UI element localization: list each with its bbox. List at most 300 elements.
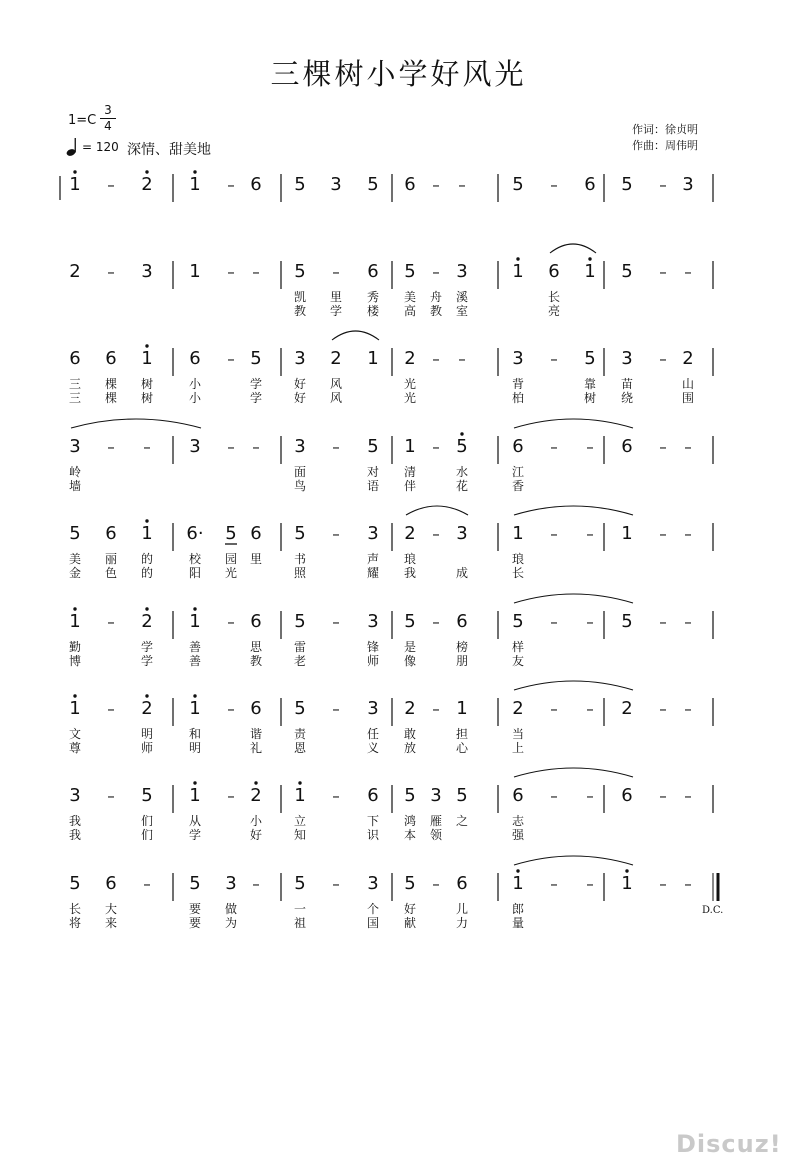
lyric-char: 凯 [293,290,307,304]
lyric-char: 琅 [403,552,417,566]
lyric-char: 之 [455,814,469,828]
lyric-char: 我 [403,566,417,580]
lyric-char: 领 [429,828,443,842]
note-dash: – [143,438,151,456]
lyric-char: 思 [249,640,263,654]
lyric-char: 师 [366,654,380,668]
lyric-char: 量 [511,916,525,930]
lyric-char: 学 [249,377,263,391]
note: 1 [367,348,379,369]
note-dash: – [107,263,115,281]
high-octave-dot [145,607,148,610]
note: 6 [69,348,81,369]
note: 6· [186,523,204,544]
note-dash: – [432,438,440,456]
note: 5 [367,174,379,195]
lyric-char: 学 [329,304,343,318]
note-dash: – [550,438,558,456]
lyric-char: 来 [104,916,118,930]
note: 2 [682,348,694,369]
note-dash: – [659,263,667,281]
lyric-char: 香 [511,479,525,493]
high-octave-dot [298,781,301,784]
note: 6 [250,611,262,632]
lyric-char: 树 [583,391,597,405]
note: 2 [404,698,416,719]
lyric-char: 耀 [366,566,380,580]
tie-slur [71,419,201,428]
note-dash: – [684,613,692,631]
lyric-char: 雷 [293,640,307,654]
lyric-char: 绕 [620,391,634,405]
lyric-char: 成 [455,566,469,580]
lyric-char: 知 [293,828,307,842]
lyric-char: 当 [511,727,525,741]
lyric-char: 柏 [511,391,525,405]
lyric-char: 下 [366,814,380,828]
note: 3 [621,348,633,369]
lyric-char: 学 [188,828,202,842]
lyric-char: 尊 [68,741,82,755]
lyric-char: 义 [366,741,380,755]
note-dash: – [227,350,235,368]
note: 5 [294,174,306,195]
note-dash: – [684,700,692,718]
note: 3 [367,523,379,544]
note: 5 [294,261,306,282]
note-dash: – [550,700,558,718]
note: 2 [141,611,153,632]
lyric-char: 棵 [104,391,118,405]
note: 1 [189,174,201,195]
note: 5 [621,174,633,195]
lyric-char: 风 [329,391,343,405]
note-dash: – [107,613,115,631]
lyric-char: 秀 [366,290,380,304]
note: 1 [189,785,201,806]
note: 1 [404,436,416,457]
note: 5 [512,174,524,195]
note: 6 [548,261,560,282]
note-dash: – [252,438,260,456]
high-octave-dot [73,694,76,697]
lyric-char: 的 [140,552,154,566]
lyric-char: 做 [224,902,238,916]
note: 5 [69,523,81,544]
note-dash: – [332,263,340,281]
lyric-char: 教 [293,304,307,318]
note: 6 [404,174,416,195]
lyric-char: 谐 [249,727,263,741]
lyric-char: 识 [366,828,380,842]
note: 5 [294,698,306,719]
note: 3 [367,611,379,632]
tie-slur [550,244,596,253]
lyric-char: 朋 [455,654,469,668]
note: 3 [512,348,524,369]
lyric-char: 长 [511,566,525,580]
lyric-char: 金 [68,566,82,580]
lyric-char: 光 [403,391,417,405]
lyric-char: 楼 [366,304,380,318]
note: 1 [141,523,153,544]
note-dash: – [659,525,667,543]
note-dash: – [586,787,594,805]
note: 6 [367,261,379,282]
lyric-char: 老 [293,654,307,668]
lyric-char: 山 [681,377,695,391]
note: 6 [105,873,117,894]
note-dash: – [586,875,594,893]
note-dash: – [227,438,235,456]
lyric-char: 光 [403,377,417,391]
note-dash: – [432,525,440,543]
note: 5 [189,873,201,894]
note: 6 [105,348,117,369]
high-octave-dot [516,869,519,872]
lyric-char: 阳 [188,566,202,580]
note-dash: – [586,700,594,718]
lyric-char: 美 [403,290,417,304]
lyric-char: 树 [140,391,154,405]
lyric-char: 担 [455,727,469,741]
lyric-char: 溪 [455,290,469,304]
note: 3 [456,523,468,544]
lyric-char: 高 [403,304,417,318]
lyric-char: 美 [68,552,82,566]
note-dash: – [684,438,692,456]
lyric-char: 室 [455,304,469,318]
lyric-char: 学 [140,654,154,668]
lyric-char: 里 [329,290,343,304]
lyric-char: 好 [249,828,263,842]
note-dash: – [252,875,260,893]
lyric-char: 立 [293,814,307,828]
lyric-char: 小 [188,377,202,391]
note: 6 [189,348,201,369]
lyric-char: 为 [224,916,238,930]
lyric-char: 心 [455,741,469,755]
note: 1 [621,873,633,894]
note-dash: – [332,438,340,456]
lyric-char: 明 [140,727,154,741]
lyric-char: 清 [403,465,417,479]
lyric-char: 围 [681,391,695,405]
lyric-char: 好 [293,377,307,391]
lyric-char: 强 [511,828,525,842]
note: 1 [69,698,81,719]
lyric-char: 恩 [293,741,307,755]
high-octave-dot [145,694,148,697]
tie-slur [514,681,633,690]
note: 3 [189,436,201,457]
note-dash: – [659,350,667,368]
lyric-char: 像 [403,654,417,668]
note: 2 [404,523,416,544]
lyric-char: 鸟 [293,479,307,493]
note-dash: – [659,700,667,718]
note: 6 [584,174,596,195]
watermark: Discuz! [676,1130,782,1158]
lyric-char: 小 [188,391,202,405]
note: 5 [456,436,468,457]
note: 1 [294,785,306,806]
lyric-char: 的 [140,566,154,580]
key-signature: 1=C [68,113,97,128]
tempo-value: = 120 [82,140,119,154]
lyric-char: 放 [403,741,417,755]
lyric-char: 友 [511,654,525,668]
note-dash: – [432,613,440,631]
note-dash: – [659,613,667,631]
note: 6 [512,785,524,806]
note-dash: – [227,263,235,281]
lyric-char: 声 [366,552,380,566]
note: 3 [294,436,306,457]
lyric-char: 里 [249,552,263,566]
high-octave-dot [625,869,628,872]
note: 3 [69,436,81,457]
lyric-char: 力 [455,916,469,930]
lyric-char: 勤 [68,640,82,654]
lyric-char: 书 [293,552,307,566]
lyric-char: 是 [403,640,417,654]
note: 5 [404,611,416,632]
note-dash: – [332,525,340,543]
high-octave-dot [254,781,257,784]
high-octave-dot [73,170,76,173]
note-dash: – [107,787,115,805]
lyric-char: 师 [140,741,154,755]
lyric-char: 教 [249,654,263,668]
lyric-char: 靠 [583,377,597,391]
lyric-char: 们 [140,828,154,842]
note: 3 [69,785,81,806]
note: 3 [430,785,442,806]
lyric-char: 教 [429,304,443,318]
note: 2 [621,698,633,719]
note: 1 [69,611,81,632]
note-dash: – [550,176,558,194]
lyric-char: 长 [547,290,561,304]
tie-slur [514,506,633,515]
note: 6 [621,785,633,806]
lyric-char: 祖 [293,916,307,930]
lyric-char: 鸿 [403,814,417,828]
note: 2 [69,261,81,282]
note: 1 [189,698,201,719]
tie-slur [332,331,379,340]
note-dash: – [432,263,440,281]
lyric-char: 校 [188,552,202,566]
note-dash: – [684,875,692,893]
note: 2 [330,348,342,369]
note: 1 [512,873,524,894]
lyric-char: 语 [366,479,380,493]
lyric-char: 雁 [429,814,443,828]
lyric-char: 上 [511,741,525,755]
note: 1 [69,174,81,195]
note: 3 [682,174,694,195]
lyric-char: 照 [293,566,307,580]
note-dash: – [684,525,692,543]
note-dash: – [550,350,558,368]
note-dash: – [107,438,115,456]
lyric-char: 好 [293,391,307,405]
lyric-char: 明 [188,741,202,755]
lyric-char: 面 [293,465,307,479]
note: 5 [621,261,633,282]
note: 2 [404,348,416,369]
tie-slur [514,768,633,777]
note-dash: – [332,700,340,718]
note: 1 [584,261,596,282]
lyric-char: 郎 [511,902,525,916]
note: 1 [621,523,633,544]
note-dash: – [659,438,667,456]
note: 5 [584,348,596,369]
note-dash: – [659,176,667,194]
note-dash: – [432,176,440,194]
note-dash: – [550,787,558,805]
note: 3 [456,261,468,282]
lyric-char: 国 [366,916,380,930]
note: 5 [404,873,416,894]
note-dash: – [252,263,260,281]
note: 2 [141,174,153,195]
lyric-char: 我 [68,828,82,842]
lyric-char: 三 [68,377,82,391]
note: 2 [512,698,524,719]
lyricist-credit: 作词：徐贞明 [632,123,698,136]
lyric-char: 将 [68,916,82,930]
lyric-char: 博 [68,654,82,668]
lyric-char: 光 [224,566,238,580]
lyric-char: 江 [511,465,525,479]
high-octave-dot [516,257,519,260]
time-signature-top: 3 [104,103,112,117]
lyric-char: 文 [68,727,82,741]
lyric-char: 小 [249,814,263,828]
lyric-char: 色 [104,566,118,580]
lyric-char: 善 [188,640,202,654]
high-octave-dot [193,170,196,173]
note: 5 [294,611,306,632]
note: 3 [367,698,379,719]
time-signature-bottom: 4 [104,119,112,133]
note: 5 [621,611,633,632]
lyric-char: 们 [140,814,154,828]
lyric-char: 水 [455,465,469,479]
note: 3 [330,174,342,195]
note-dash: – [659,875,667,893]
lyric-char: 舟 [429,290,443,304]
composer-credit: 作曲：周伟明 [632,139,698,152]
note-dash: – [659,787,667,805]
note-dash: – [684,787,692,805]
lyric-char: 长 [68,902,82,916]
note: 3 [225,873,237,894]
note: 5 [294,873,306,894]
high-octave-dot [145,170,148,173]
lyric-char: 儿 [455,902,469,916]
lyric-char: 榜 [455,640,469,654]
tie-slur [514,856,633,865]
note: 1 [456,698,468,719]
high-octave-dot [145,519,148,522]
note-dash: – [458,350,466,368]
note-dash: – [432,700,440,718]
note-dash: – [432,350,440,368]
lyric-char: 责 [293,727,307,741]
high-octave-dot [73,607,76,610]
lyric-char: 要 [188,916,202,930]
high-octave-dot [588,257,591,260]
lyric-char: 树 [140,377,154,391]
high-octave-dot [193,781,196,784]
note: 6 [367,785,379,806]
note-dash: – [227,787,235,805]
note: 3 [294,348,306,369]
lyric-char: 任 [366,727,380,741]
note-dash: – [107,176,115,194]
lyric-char: 亮 [547,304,561,318]
note: 5 [512,611,524,632]
lyric-char: 志 [511,814,525,828]
lyric-char: 伴 [403,479,417,493]
high-octave-dot [460,432,463,435]
note: 5 [69,873,81,894]
note: 6 [105,523,117,544]
lyric-char: 三 [68,391,82,405]
lyric-char: 对 [366,465,380,479]
lyric-char: 敢 [403,727,417,741]
note: 1 [189,261,201,282]
note-dash: – [107,700,115,718]
note: 6 [621,436,633,457]
note: 5 [456,785,468,806]
note: 6 [250,174,262,195]
lyric-char: 园 [224,552,238,566]
note-dash: – [550,525,558,543]
note: 6 [456,873,468,894]
note-dash: – [332,613,340,631]
note: 5 [294,523,306,544]
note: 6 [512,436,524,457]
lyric-char: 样 [511,640,525,654]
lyric-char: 学 [249,391,263,405]
note-dash: – [586,525,594,543]
lyric-char: 锋 [366,640,380,654]
lyric-char: 琅 [511,552,525,566]
note: 5 [404,785,416,806]
note: 1 [189,611,201,632]
note-dash: – [586,613,594,631]
lyric-char: 风 [329,377,343,391]
lyric-char: 背 [511,377,525,391]
note: 6 [250,523,262,544]
lyric-char: 要 [188,902,202,916]
lyric-char: 苗 [620,377,634,391]
note-dash: – [550,613,558,631]
note: 6 [456,611,468,632]
note: 1 [141,348,153,369]
note: 6 [250,698,262,719]
note: 3 [141,261,153,282]
high-octave-dot [193,694,196,697]
tie-slur [514,419,633,428]
note: 3 [367,873,379,894]
